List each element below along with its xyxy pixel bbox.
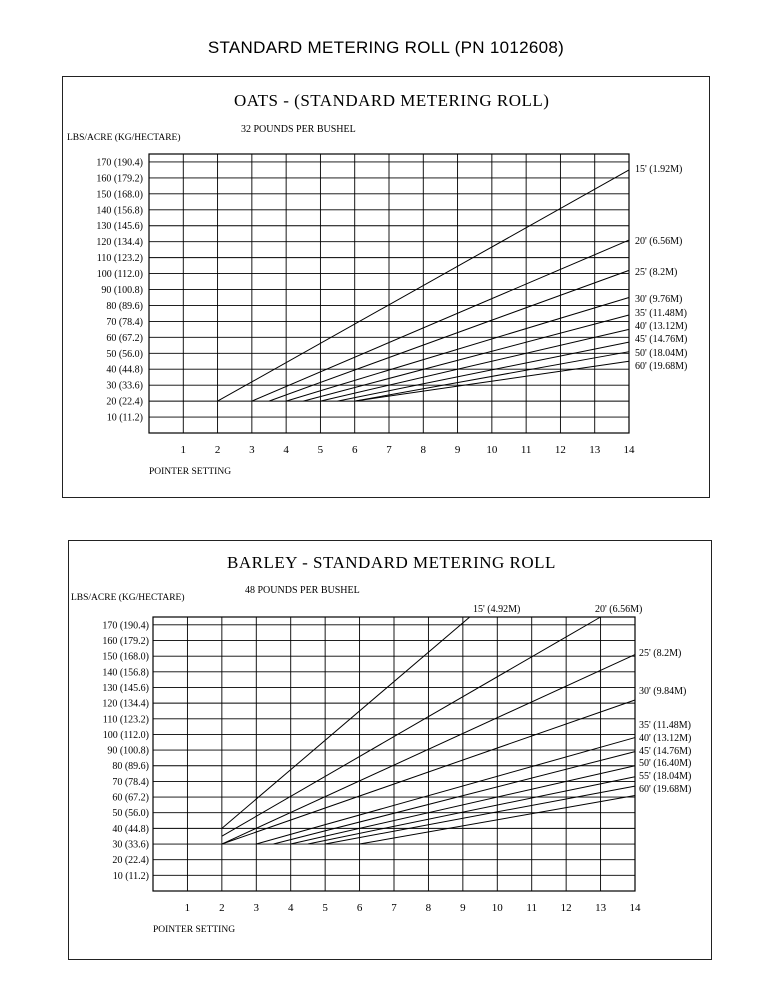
- series-label: 30' (9.76M): [635, 294, 683, 305]
- y-tick-label: 40 (44.8): [112, 823, 149, 835]
- x-tick-label: 5: [322, 902, 328, 914]
- y-tick-label: 60 (67.2): [106, 332, 143, 344]
- y-tick-label: 120 (134.4): [102, 698, 149, 710]
- x-tick-label: 14: [623, 444, 635, 456]
- x-tick-label: 10: [491, 902, 503, 914]
- y-tick-label: 80 (89.6): [112, 761, 149, 773]
- y-tick-label: 50 (56.0): [106, 348, 143, 360]
- series-label: 35' (11.48M): [639, 720, 691, 731]
- y-tick-label: 90 (100.8): [101, 285, 143, 297]
- barley-plot: [69, 541, 711, 959]
- series-line: [338, 342, 629, 401]
- x-tick-label: 1: [180, 444, 187, 456]
- y-tick-label: 130 (145.6): [96, 221, 143, 233]
- chart-title: BARLEY - STANDARD METERING ROLL: [227, 553, 556, 572]
- series-label: 55' (18.04M): [639, 771, 692, 782]
- series-label: 20' (6.56M): [595, 604, 643, 615]
- x-tick-label: 5: [317, 444, 324, 456]
- y-tick-label: 100 (112.0): [102, 729, 149, 741]
- x-tick-label: 12: [554, 444, 566, 456]
- series-label: 20' (6.56M): [635, 236, 683, 247]
- x-tick-label: 4: [283, 444, 289, 456]
- y-tick-label: 120 (134.4): [96, 237, 143, 249]
- x-tick-label: 8: [425, 902, 432, 914]
- series-label: 50' (18.04M): [635, 348, 688, 359]
- oats-plot: [63, 77, 709, 497]
- series-label: 60' (19.68M): [639, 784, 692, 795]
- x-tick-label: 10: [486, 444, 498, 456]
- y-tick-label: 40 (44.8): [106, 364, 143, 376]
- y-tick-label: 150 (168.0): [102, 651, 149, 663]
- y-tick-label: 160 (179.2): [96, 173, 143, 185]
- chart-title: OATS - (STANDARD METERING ROLL): [234, 91, 550, 110]
- x-tick-label: 2: [214, 444, 221, 456]
- chart-subtitle: 32 POUNDS PER BUSHEL: [241, 124, 356, 135]
- y-tick-label: 140 (156.8): [96, 205, 143, 217]
- y-tick-label: 70 (78.4): [112, 776, 149, 788]
- series-label: 30' (9.84M): [639, 686, 687, 697]
- x-tick-label: 12: [560, 902, 572, 914]
- y-tick-label: 150 (168.0): [96, 189, 143, 201]
- y-axis-label: LBS/ACRE (KG/HECTARE): [67, 133, 181, 143]
- y-tick-label: 170 (190.4): [102, 620, 149, 632]
- x-tick-label: 8: [420, 444, 427, 456]
- y-tick-label: 10 (11.2): [106, 412, 143, 424]
- x-tick-label: 9: [460, 902, 466, 914]
- x-tick-label: 13: [595, 902, 607, 914]
- x-tick-label: 1: [184, 902, 191, 914]
- series-label: 25' (8.2M): [639, 648, 682, 659]
- series-line: [252, 240, 629, 401]
- series-line: [269, 270, 629, 401]
- y-tick-label: 100 (112.0): [96, 269, 143, 281]
- x-tick-label: 2: [219, 902, 225, 914]
- y-tick-label: 90 (100.8): [107, 745, 149, 757]
- y-tick-label: 50 (56.0): [112, 808, 149, 820]
- oats-chart-panel: [62, 76, 710, 498]
- x-tick-label: 7: [386, 444, 392, 456]
- page-title: STANDARD METERING ROLL (PN 1012608): [207, 38, 565, 57]
- x-tick-label: 14: [629, 902, 641, 914]
- y-tick-label: 30 (33.6): [106, 380, 143, 392]
- series-line: [308, 777, 635, 844]
- series-label: 60' (19.68M): [635, 361, 688, 372]
- y-tick-label: 110 (123.2): [96, 253, 143, 265]
- y-tick-label: 30 (33.6): [112, 839, 149, 851]
- series-label: 45' (14.76M): [635, 334, 688, 345]
- y-tick-label: 20 (22.4): [112, 855, 149, 867]
- y-tick-label: 10 (11.2): [112, 870, 149, 882]
- chart-subtitle: 48 POUNDS PER BUSHEL: [245, 585, 360, 596]
- series-label: 40' (13.12M): [635, 321, 688, 332]
- x-tick-label: 11: [526, 902, 538, 914]
- series-label: 50' (16.40M): [639, 758, 692, 769]
- y-tick-label: 80 (89.6): [106, 300, 143, 312]
- x-tick-label: 3: [253, 902, 260, 914]
- x-axis-label: POINTER SETTING: [153, 925, 236, 935]
- series-label: 35' (11.48M): [635, 308, 687, 319]
- y-tick-label: 140 (156.8): [102, 667, 149, 679]
- x-axis-label: POINTER SETTING: [149, 467, 232, 477]
- y-tick-label: 110 (123.2): [102, 714, 149, 726]
- x-tick-label: 13: [589, 444, 601, 456]
- x-tick-label: 11: [520, 444, 532, 456]
- series-label: 15' (4.92M): [473, 604, 521, 615]
- series-label: 15' (1.92M): [635, 164, 683, 175]
- x-tick-label: 9: [454, 444, 461, 456]
- x-tick-label: 6: [356, 902, 363, 914]
- y-tick-label: 60 (67.2): [112, 792, 149, 804]
- y-tick-label: 70 (78.4): [106, 316, 143, 328]
- series-label: 25' (8.2M): [635, 267, 678, 278]
- x-tick-label: 6: [351, 444, 358, 456]
- y-axis-label: LBS/ACRE (KG/HECTARE): [71, 593, 185, 603]
- y-tick-label: 20 (22.4): [106, 396, 143, 408]
- series-label: 40' (13.12M): [639, 733, 692, 744]
- series-label: 45' (14.76M): [639, 746, 692, 757]
- x-tick-label: 7: [391, 902, 397, 914]
- y-tick-label: 160 (179.2): [102, 635, 149, 647]
- y-tick-label: 130 (145.6): [102, 682, 149, 694]
- barley-chart-panel: [68, 540, 712, 960]
- x-tick-label: 3: [249, 444, 255, 456]
- y-tick-label: 170 (190.4): [96, 157, 143, 169]
- series-line: [325, 786, 635, 844]
- x-tick-label: 4: [287, 902, 294, 914]
